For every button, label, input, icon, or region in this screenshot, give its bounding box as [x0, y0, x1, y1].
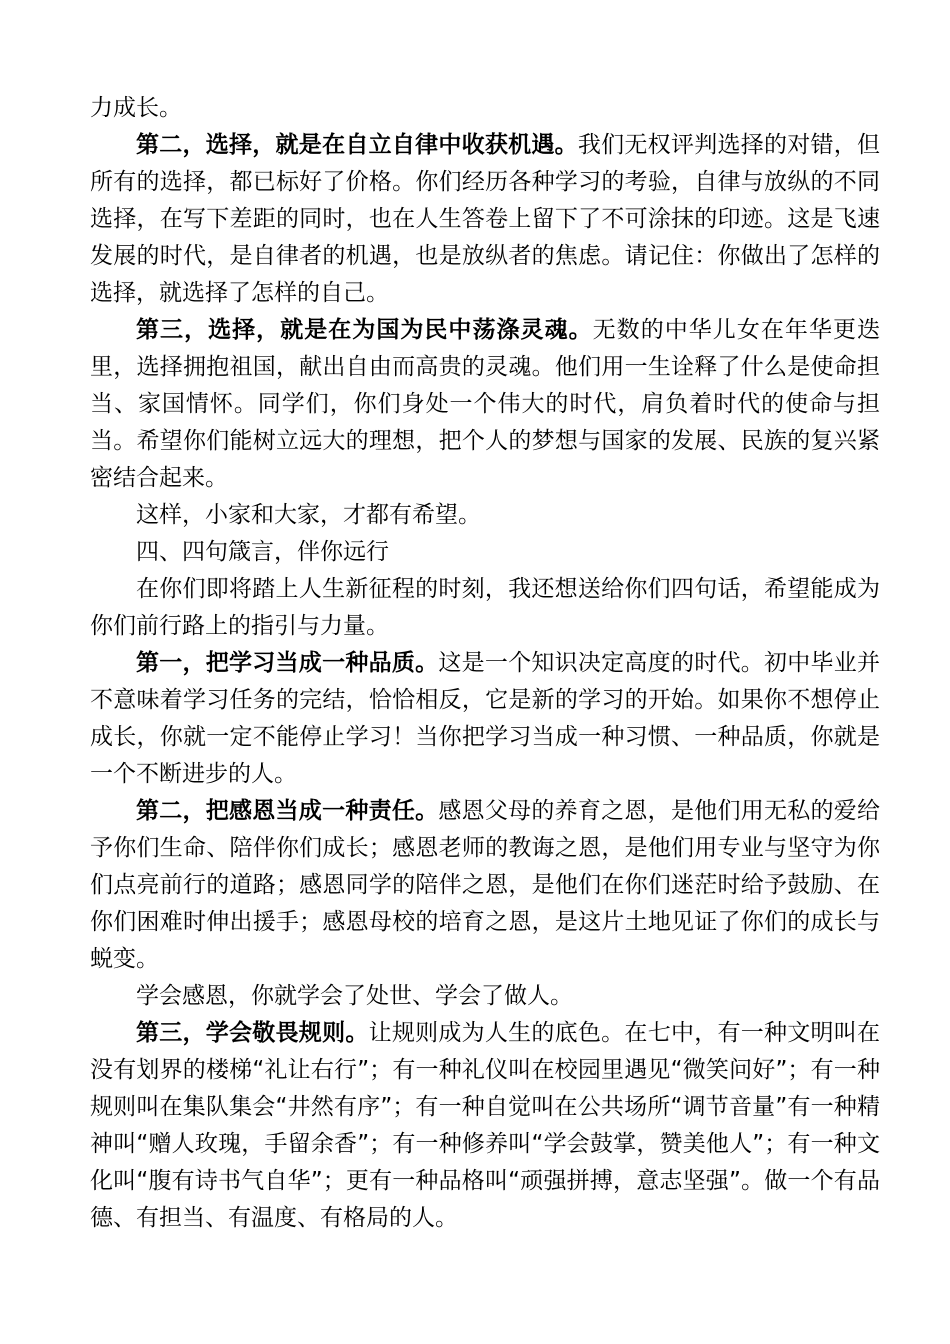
paragraph-text: 让规则成为人生的底色。在七中，有一种文明叫在没有划界的楼梯“礼让右行”；有一种礼仪叫在校园里遇见“微笑问好”；有一种规则叫在集队集会“井然有序”；有一种自觉叫在公共场所“调节音量”有一种精神叫“赠人玫瑰，手留余香”；有一种修养叫“学会鼓掌，赞美他人”；有一种文化叫“腹有诗书气自华”；更有一种品格叫“顽强拼搏，意志坚强”。做一个有品德、有担当、有温度、有格局的人。 — [90, 1020, 881, 1231]
paragraph-hope — [90, 497, 880, 534]
paragraph-text: 这样，小家和大家，才都有希望。 — [136, 502, 481, 528]
paragraph-lead: 第一，把学习当成一种品质。 — [136, 650, 439, 676]
paragraph-motto-first — [90, 645, 880, 793]
section-heading — [90, 534, 880, 571]
paragraph-continuation — [90, 90, 880, 127]
paragraph-lead: 第二，选择，就是在自立自律中收获机遇。 — [136, 132, 578, 158]
paragraph-text: 无数的中华儿女在年华更迭里，选择拥抱祖国，献出自由而高贵的灵魂。他们用一生诠释了什么是使命担当、家国情怀。同学们，你们身处一个伟大的时代，肩负着时代的使命与担当。希望你们能树立远大的理想，把个人的梦想与国家的发展、民族的复兴紧密结合起来。 — [90, 317, 881, 491]
paragraph-motto-second — [90, 793, 880, 978]
section-heading-text: 四、四句箴言，伴你远行 — [136, 539, 389, 565]
paragraph-lead: 第三，选择，就是在为国为民中荡涤灵魂。 — [136, 317, 593, 343]
paragraph-text: 在你们即将踏上人生新征程的时刻，我还想送给你们四句话，希望能成为你们前行路上的指引与力量。 — [90, 576, 880, 639]
paragraph-gratitude — [90, 978, 880, 1015]
document-page — [90, 90, 880, 1237]
paragraph-lead: 第三，学会敬畏规则。 — [136, 1020, 369, 1046]
paragraph-choice-third — [90, 312, 880, 497]
paragraph-text: 学会感恩，你就学会了处世、学会了做人。 — [136, 983, 573, 1009]
paragraph-text: 力成长。 — [90, 95, 182, 121]
paragraph-text: 我们无权评判选择的对错，但所有的选择，都已标好了价格。你们经历各种学习的考验，自律与放纵的不同选择，在写下差距的同时，也在人生答卷上留下了不可涂抹的印迹。这是飞速发展的时代，是自律者的机遇，也是放纵者的焦虑。请记住：你做出了怎样的选择，就选择了怎样的自己。 — [90, 132, 881, 306]
paragraph-text: 这是一个知识决定高度的时代。初中毕业并不意味着学习任务的完结，恰恰相反，它是新的学习的开始。如果你不想停止成长，你就一定不能停止学习！当你把学习当成一种习惯、一种品质，你就是一个不断进步的人。 — [90, 650, 881, 787]
paragraph-motto-third — [90, 1015, 880, 1237]
paragraph-choice-second — [90, 127, 880, 312]
paragraph-lead: 第二，把感恩当成一种责任。 — [136, 798, 439, 824]
paragraph-intro — [90, 571, 880, 645]
paragraph-text: 感恩父母的养育之恩，是他们用无私的爱给予你们生命、陪伴你们成长；感恩老师的教诲之恩，是他们用专业与坚守为你们点亮前行的道路；感恩同学的陪伴之恩，是他们在你们迷茫时给予鼓励、在你们困难时伸出援手；感恩母校的培育之恩，是这片土地见证了你们的成长与蜕变。 — [90, 798, 881, 972]
